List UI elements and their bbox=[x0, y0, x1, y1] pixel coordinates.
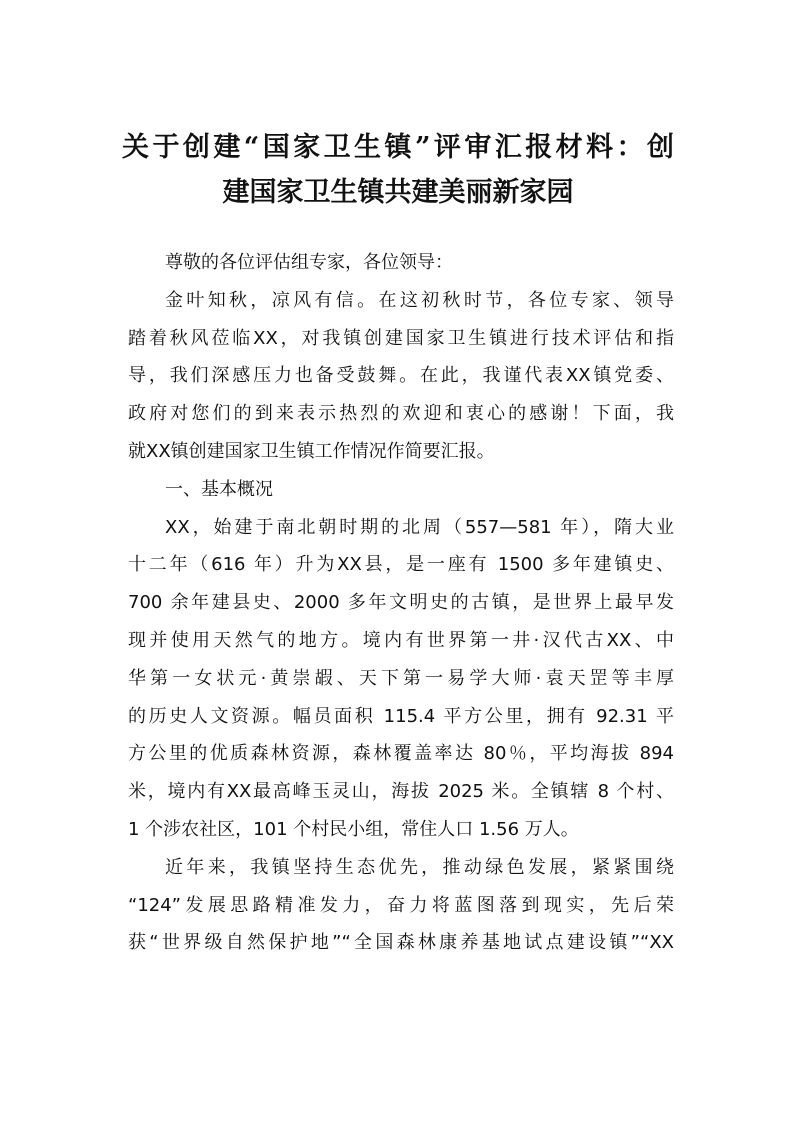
paragraph bbox=[128, 471, 674, 509]
paragraph-line: XX，始建于南北朝时期的北周（557—581 年），隋大业 bbox=[165, 516, 674, 538]
paragraph-line: 导，我们深感压力也备受鼓舞。在此，我谨代表XX镇党委、 bbox=[128, 365, 674, 387]
document-body bbox=[128, 244, 674, 962]
paragraph bbox=[128, 849, 674, 962]
paragraph-line: 的历史人文资源。幅员面积 115.4 平方公里，拥有 92.31 平 bbox=[128, 705, 674, 727]
paragraph-line: 十二年（616 年）升为XX县，是一座有 1500 多年建镇史、 bbox=[128, 554, 674, 576]
paragraph-line: 1 个涉农社区，101 个村民小组，常住人口 1.56 万人。 bbox=[128, 818, 579, 840]
document-title bbox=[122, 125, 674, 215]
title-line-2: 建国家卫生镇共建美丽新家园 bbox=[222, 177, 574, 208]
paragraph bbox=[128, 509, 674, 849]
paragraph-line: 政府对您们的到来表示热烈的欢迎和衷心的感谢！下面，我 bbox=[128, 403, 674, 425]
paragraph-line: 方公里的优质森林资源，森林覆盖率达 80％，平均海拔 894 bbox=[128, 743, 674, 765]
title-line-1: 关于创建“国家卫生镇”评审汇报材料：创 bbox=[122, 132, 674, 163]
paragraph bbox=[128, 244, 674, 282]
paragraph-line: “124”发展思路精准发力，奋力将蓝图落到现实，先后荣 bbox=[128, 894, 674, 916]
paragraph bbox=[128, 282, 674, 471]
paragraph-line: 华第一女状元·黄崇嘏、天下第一易学大师·袁天罡等丰厚 bbox=[128, 667, 674, 689]
paragraph-line: 踏着秋风莅临XX，对我镇创建国家卫生镇进行技术评估和指 bbox=[128, 327, 674, 349]
paragraph-line: 近年来，我镇坚持生态优先，推动绿色发展，紧紧围绕 bbox=[165, 856, 674, 878]
paragraph-line: 现并使用天然气的地方。境内有世界第一井·汉代古XX、中 bbox=[128, 629, 674, 651]
paragraph-line: 获“世界级自然保护地”“全国森林康养基地试点建设镇”“XX bbox=[128, 932, 674, 954]
paragraph-line: 金叶知秋，凉风有信。在这初秋时节，各位专家、领导 bbox=[165, 289, 674, 311]
paragraph-line: 米，境内有XX最高峰玉灵山，海拔 2025 米。全镇辖 8 个村、 bbox=[128, 781, 674, 803]
paragraph-line: 尊敬的各位评估组专家，各位领导： bbox=[165, 252, 453, 273]
paragraph-line: 一、基本概况 bbox=[165, 478, 273, 500]
paragraph-line: 700 余年建县史、2000 多年文明史的古镇，是世界上最早发 bbox=[128, 592, 674, 614]
paragraph-line: 就XX镇创建国家卫生镇工作情况作简要汇报。 bbox=[128, 440, 495, 462]
